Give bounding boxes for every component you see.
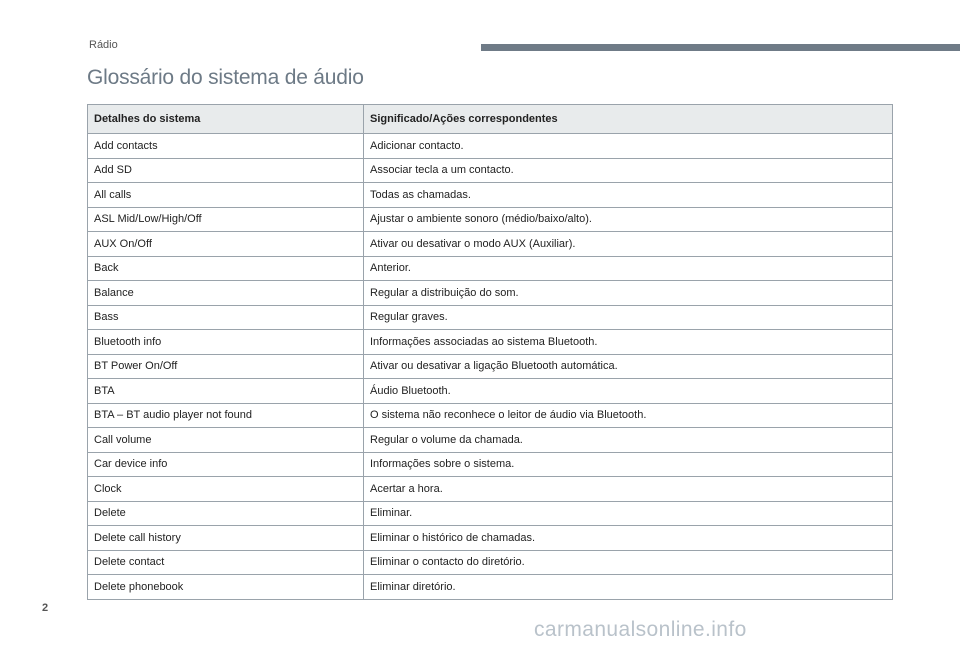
meaning-cell: Eliminar o histórico de chamadas. — [364, 526, 893, 551]
table-row — [88, 428, 893, 453]
term-cell: BTA – BT audio player not found — [88, 403, 364, 428]
table-row — [88, 575, 893, 600]
section-label: Rádio — [89, 39, 118, 51]
meaning-cell: Informações sobre o sistema. — [364, 452, 893, 477]
term-cell: Add SD — [88, 158, 364, 183]
meaning-cell: Regular o volume da chamada. — [364, 428, 893, 453]
table-row — [88, 477, 893, 502]
term-cell: Add contacts — [88, 134, 364, 159]
page-title: Glossário do sistema de áudio — [87, 66, 364, 89]
table-row — [88, 158, 893, 183]
meaning-cell: Regular graves. — [364, 305, 893, 330]
table-row — [88, 550, 893, 575]
term-cell: ASL Mid/Low/High/Off — [88, 207, 364, 232]
meaning-cell: Associar tecla a um contacto. — [364, 158, 893, 183]
meaning-cell: Eliminar diretório. — [364, 575, 893, 600]
term-cell: Bluetooth info — [88, 330, 364, 355]
table-row — [88, 134, 893, 159]
term-cell: AUX On/Off — [88, 232, 364, 257]
table-row — [88, 452, 893, 477]
term-cell: Delete contact — [88, 550, 364, 575]
table-row — [88, 305, 893, 330]
term-cell: Delete — [88, 501, 364, 526]
meaning-cell: Todas as chamadas. — [364, 183, 893, 208]
meaning-cell: Acertar a hora. — [364, 477, 893, 502]
meaning-cell: Ativar ou desativar a ligação Bluetooth automática. — [364, 354, 893, 379]
table-row — [88, 256, 893, 281]
term-cell: BTA — [88, 379, 364, 404]
meaning-cell: Informações associadas ao sistema Bluetooth. — [364, 330, 893, 355]
term-cell: Call volume — [88, 428, 364, 453]
table-row — [88, 379, 893, 404]
meaning-cell: Adicionar contacto. — [364, 134, 893, 159]
term-cell: Back — [88, 256, 364, 281]
term-cell: BT Power On/Off — [88, 354, 364, 379]
meaning-cell: Ajustar o ambiente sonoro (médio/baixo/alto). — [364, 207, 893, 232]
table-row — [88, 526, 893, 551]
watermark: carmanualsonline.info — [534, 618, 747, 641]
table-row — [88, 501, 893, 526]
page-number: 2 — [42, 602, 49, 614]
term-cell: Balance — [88, 281, 364, 306]
table-row — [88, 183, 893, 208]
meaning-cell: Eliminar. — [364, 501, 893, 526]
meaning-cell: Regular a distribuição do som. — [364, 281, 893, 306]
table-row — [88, 207, 893, 232]
term-cell: Delete call history — [88, 526, 364, 551]
column-header-details: Detalhes do sistema — [88, 105, 364, 134]
term-cell: Delete phonebook — [88, 575, 364, 600]
table-header-row — [88, 105, 893, 134]
header-bar — [481, 44, 960, 51]
term-cell: Clock — [88, 477, 364, 502]
meaning-cell: Ativar ou desativar o modo AUX (Auxiliar). — [364, 232, 893, 257]
term-cell: Car device info — [88, 452, 364, 477]
term-cell: Bass — [88, 305, 364, 330]
column-header-meaning: Significado/Ações correspondentes — [364, 105, 893, 134]
table-row — [88, 354, 893, 379]
meaning-cell: O sistema não reconhece o leitor de áudio via Bluetooth. — [364, 403, 893, 428]
glossary-table — [87, 104, 893, 600]
term-cell: All calls — [88, 183, 364, 208]
meaning-cell: Anterior. — [364, 256, 893, 281]
meaning-cell: Áudio Bluetooth. — [364, 379, 893, 404]
table-row — [88, 232, 893, 257]
table-row — [88, 330, 893, 355]
table-row — [88, 281, 893, 306]
meaning-cell: Eliminar o contacto do diretório. — [364, 550, 893, 575]
table-row — [88, 403, 893, 428]
